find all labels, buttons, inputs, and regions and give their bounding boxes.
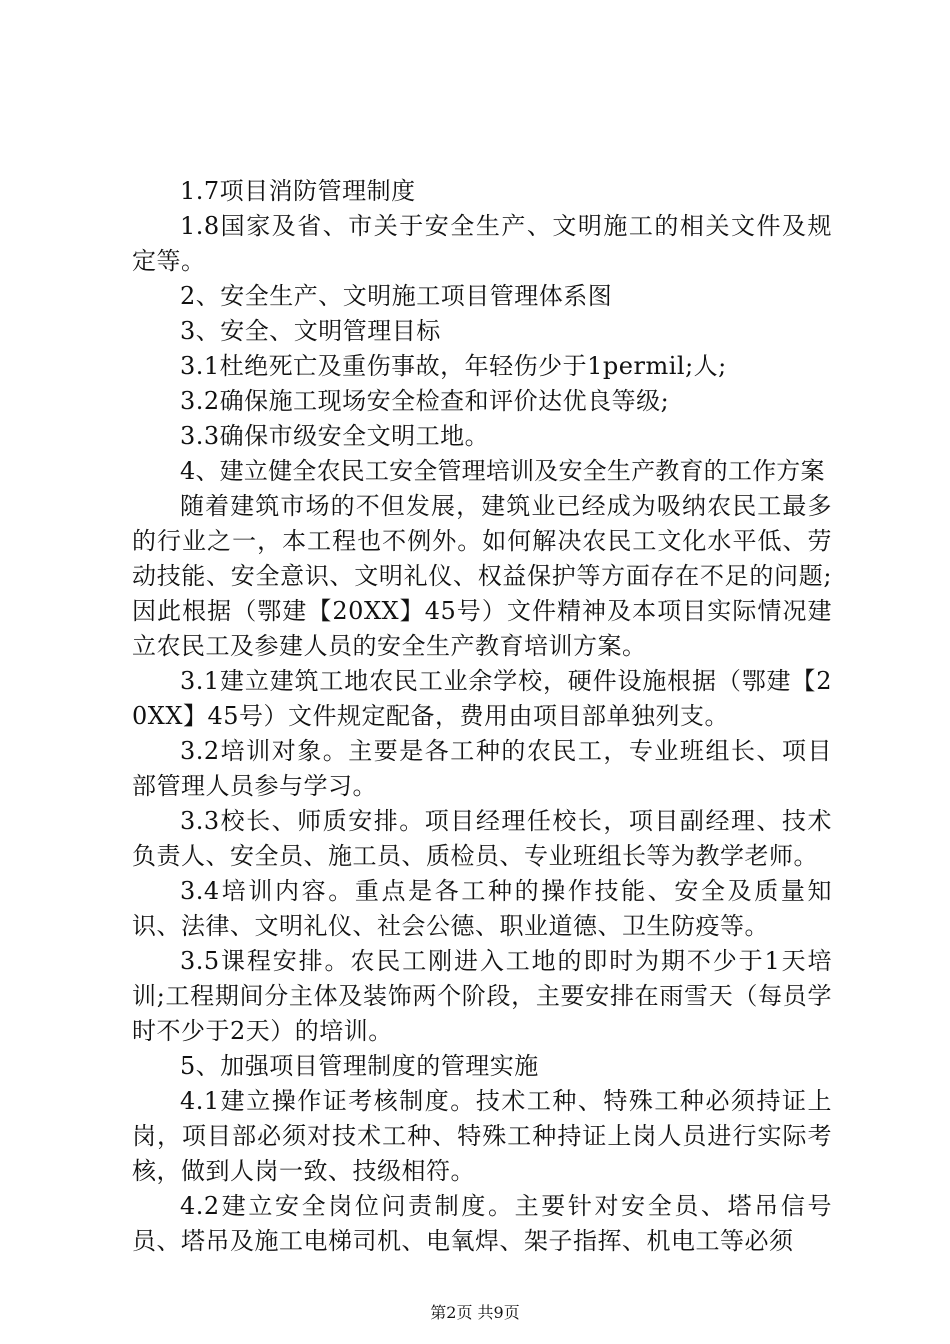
paragraph-3-1-school: 3.1建立建筑工地农民工业余学校，硬件设施根据（鄂建【20XX】45号）文件规定配备，费用由项目部单独列支。 <box>132 667 832 730</box>
paragraph-1-7: 1.7项目消防管理制度 <box>180 177 416 205</box>
paragraph-section-3: 3、安全、文明管理目标 <box>180 317 441 345</box>
paragraph-section-2: 2、安全生产、文明施工项目管理体系图 <box>180 282 613 310</box>
paragraph-section-5: 5、加强项目管理制度的管理实施 <box>180 1052 539 1080</box>
paragraph-1-8: 1.8国家及省、市关于安全生产、文明施工的相关文件及规定等。 <box>132 212 832 275</box>
paragraph-3-2-trainees: 3.2培训对象。主要是各工种的农民工，专业班组长、项目部管理人员参与学习。 <box>132 737 832 800</box>
paragraph-4-1-certification: 4.1建立操作证考核制度。技术工种、特殊工种必须持证上岗，项目部必须对技术工种、特殊工种持证上岗人员进行实际考核，做到人岗一致、技级相符。 <box>132 1087 832 1185</box>
paragraph-3-1-goal: 3.1杜绝死亡及重伤事故，年轻伤少于1permil;人; <box>180 352 727 380</box>
paragraph-3-3-teachers: 3.3校长、师质安排。项目经理任校长，项目副经理、技术负责人、安全员、施工员、质检员、专业班组长等为教学老师。 <box>132 807 832 870</box>
paragraph-3-2-goal: 3.2确保施工现场安全检查和评价达优良等级; <box>180 387 670 415</box>
paragraph-intro: 随着建筑市场的不但发展，建筑业已经成为吸纳农民工最多的行业之一，本工程也不例外。如何解决农民工文化水平低、劳动技能、安全意识、文明礼仪、权益保护等方面存在不足的问题;因此根据（鄂建【20XX】45号）文件精神及本项目实际情况建立农民工及参建人员的安全生产教育培训方案。 <box>132 492 832 660</box>
paragraph-3-4-content: 3.4培训内容。重点是各工种的操作技能、安全及质量知识、法律、文明礼仪、社会公德、职业道德、卫生防疫等。 <box>132 877 832 940</box>
document-body <box>132 174 832 1259</box>
paragraph-3-5-schedule: 3.5课程安排。农民工刚进入工地的即时为期不少于1天培训;工程期间分主体及装饰两个阶段，主要安排在雨雪天（每员学时不少于2天）的培训。 <box>132 947 832 1045</box>
paragraph-section-4: 4、建立健全农民工安全管理培训及安全生产教育的工作方案 <box>180 457 825 485</box>
paragraph-3-3-goal: 3.3确保市级安全文明工地。 <box>180 422 490 450</box>
paragraph-4-2-accountability: 4.2建立安全岗位问责制度。主要针对安全员、塔吊信号员、塔吊及施工电梯司机、电氧焊、架子指挥、机电工等必须 <box>132 1192 832 1255</box>
page-number-footer: 第2页 共9页 <box>430 1303 520 1322</box>
